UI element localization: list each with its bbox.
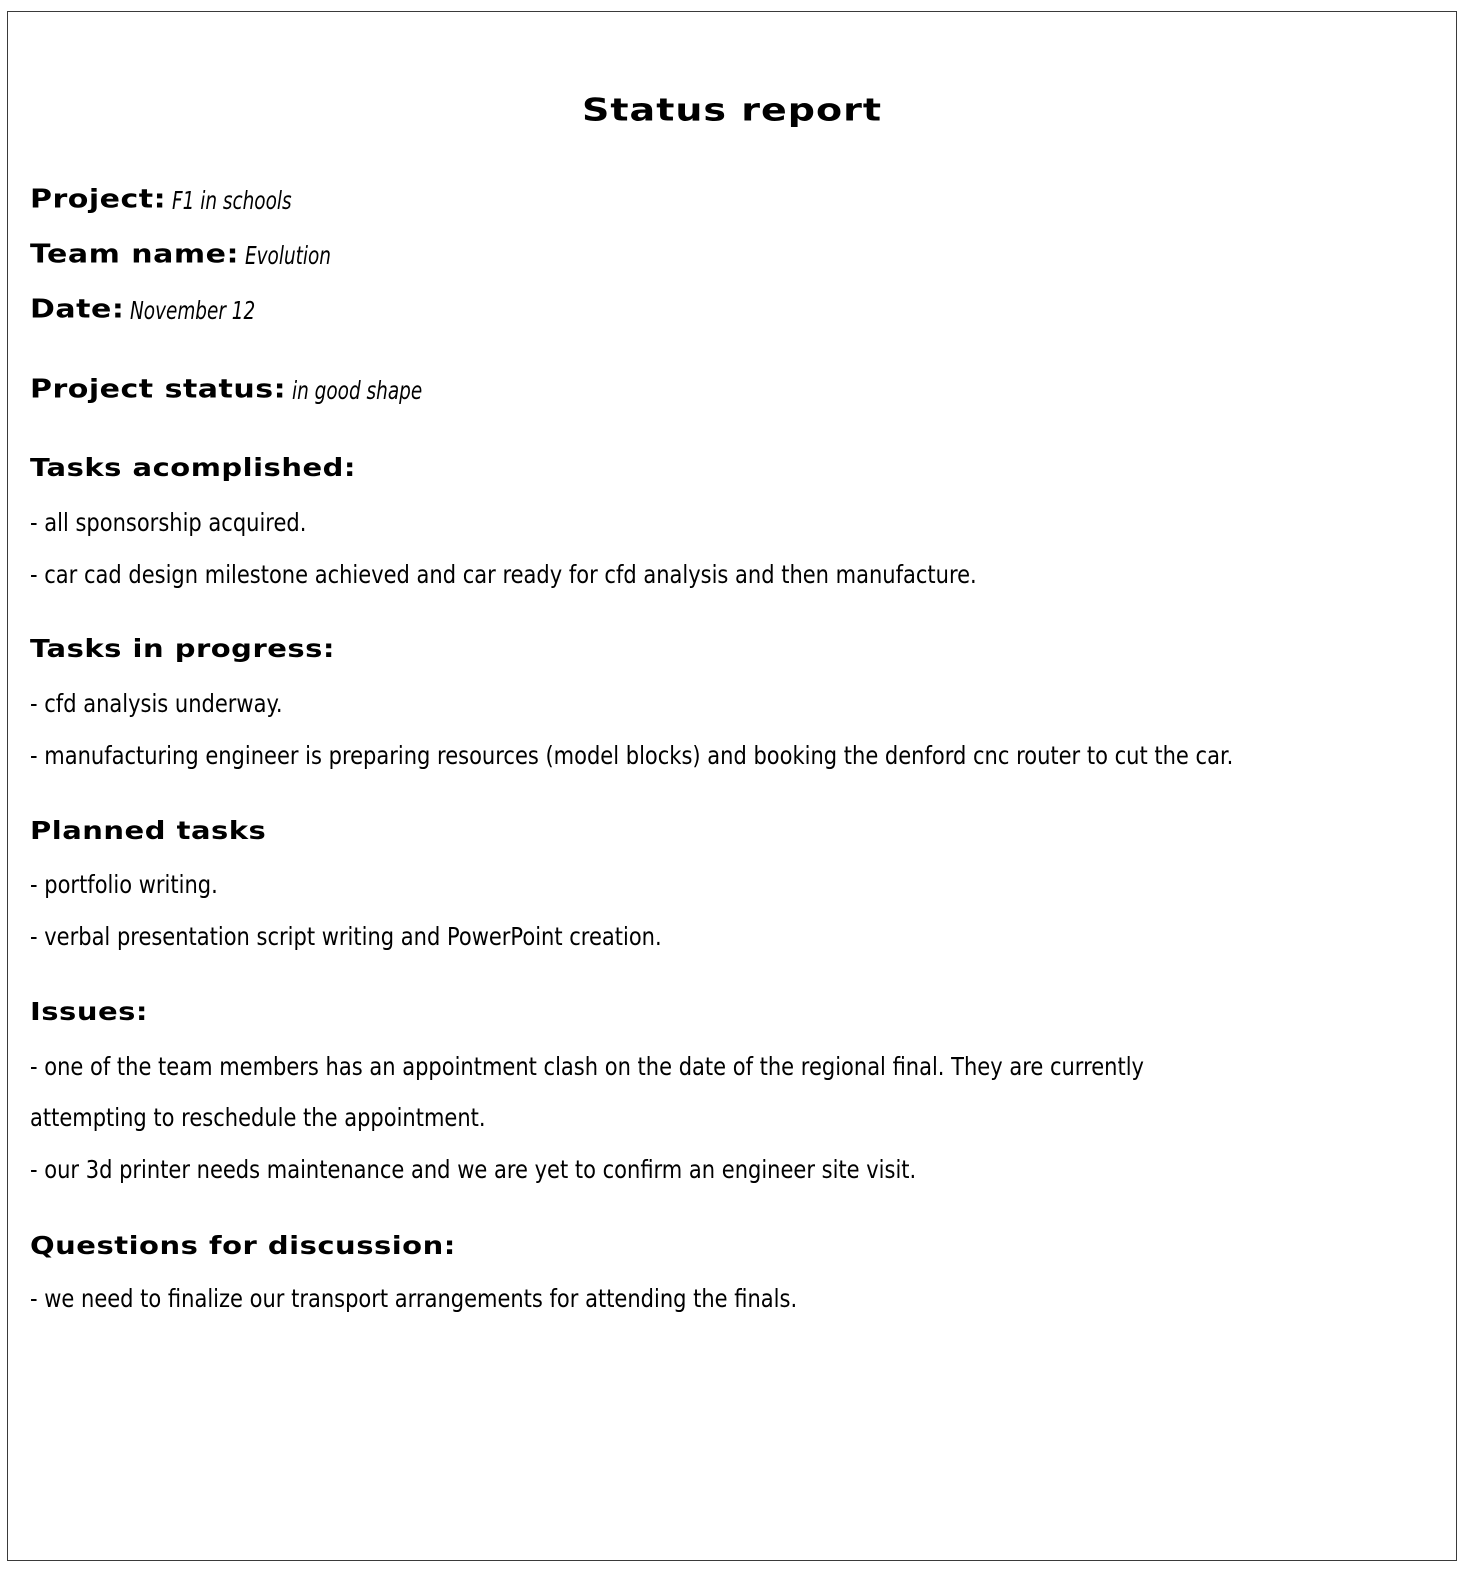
project-line (30, 182, 318, 217)
list-item: - all sponsorship acquired. (30, 508, 307, 537)
list-item: - portfolio writing. (30, 870, 218, 899)
list-item: attempting to reschedule the appointment. (30, 1103, 486, 1132)
date-line (30, 292, 283, 327)
team-name-label: Team name: (30, 239, 239, 270)
issues-heading: Issues: (30, 997, 148, 1026)
list-item: - one of the team members has an appointment clash on the date of the regional final. They are currently (30, 1052, 1144, 1081)
list-item: - we need to finalize our transport arrangements for attending the finals. (30, 1284, 798, 1313)
tasks-in-progress-heading: Tasks in progress: (30, 634, 336, 663)
list-item: - verbal presentation script writing and PowerPoint creation. (30, 922, 662, 951)
date-value: November 12 (130, 296, 256, 325)
questions-heading: Questions for discussion: (30, 1231, 456, 1260)
list-item: - car cad design milestone achieved and car ready for cfd analysis and then manufacture. (30, 560, 977, 589)
project-status-value: in good shape (292, 376, 423, 405)
list-item: - our 3d printer needs maintenance and we are yet to confirm an engineer site visit. (30, 1155, 917, 1184)
document-page (7, 11, 1457, 1561)
date-label: Date: (30, 294, 125, 325)
list-item: - manufacturing engineer is preparing resources (model blocks) and booking the denford cnc router to cut the car. (30, 741, 1234, 770)
project-label: Project: (30, 184, 167, 215)
document-title: Status report (582, 92, 882, 129)
tasks-accomplished-heading: Tasks acomplished: (30, 453, 356, 482)
team-name-value: Evolution (244, 241, 331, 270)
list-item: - cfd analysis underway. (30, 689, 283, 718)
planned-tasks-heading: Planned tasks (30, 816, 267, 845)
team-name-line (30, 237, 350, 272)
project-status-line (30, 372, 451, 407)
project-status-label: Project status: (30, 374, 287, 405)
project-value: F1 in schools (172, 186, 292, 215)
